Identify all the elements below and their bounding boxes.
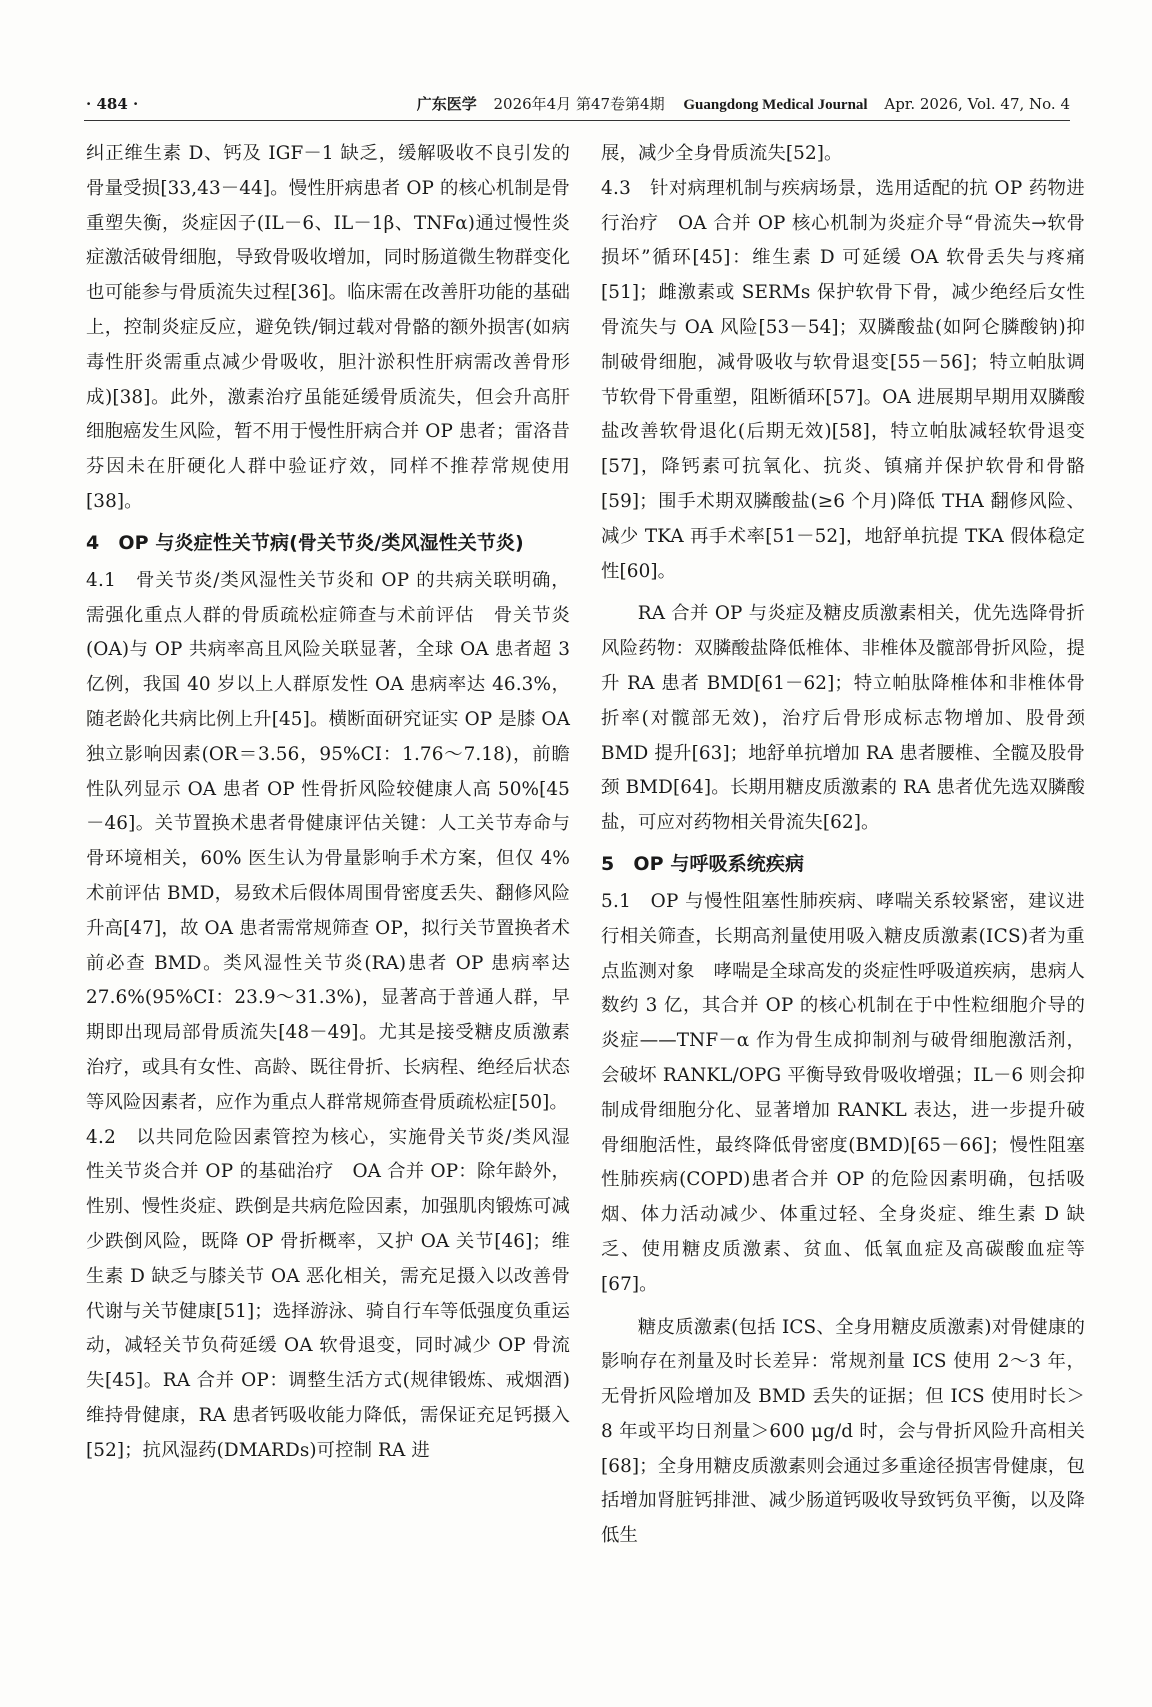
section-4-heading: 4 OP 与炎症性关节病(骨关节炎/类风湿性关节炎) [86,531,524,554]
section-5-heading: 5 OP 与呼吸系统疾病 [601,852,805,875]
section-4-2-heading: 4.2 以共同危险因素管控为核心，实施骨关节炎/类风湿性关节炎合并 OP 的基础治疗 [86,1126,570,1183]
section-5-1-body: 哮喘是全球高发的炎症性呼吸道疾病，患病人数约 3 亿，其合并 OP 的核心机制在于中性粒细胞介导的炎症——TNF－α 作为骨生成抑制剂与破骨细胞激活剂，会破坏 RANKL/OPG 平衡导致骨吸收增强；IL－6 则会抑制成骨细胞分化、显著增加 RANKL 表达，进一步提升破骨细胞活性，最终降低骨密度(BMD)[65－66]；慢性阻塞性肺疾病(COPD)患者合并 OP 的危险因素明确，包括吸烟、体力活动减少、体重过轻、全身炎症、维生素 D 缺乏、使用糖皮质激素、贫血、低氧血症及高碳酸血症等[67]。 [601,960,1085,1295]
section-4-2 [86,1121,570,1469]
section-4-3-heading: 4.3 针对病理机制与疾病场景，选用适配的抗 OP 药物进行治疗 [601,177,1085,234]
issue-info-en: Apr. 2026, Vol. 47, No. 4 [884,95,1070,113]
paragraph-liver-disease: 纠正维生素 D、钙及 IGF－1 缺乏，缓解吸收不良引发的骨量受损[33,43－44]。慢性肝病患者 OP 的核心机制是骨重塑失衡，炎症因子(IL－6、IL－1β、TNFα)通过慢性炎症激活破骨细胞，导致骨吸收增加，同时肠道微生物群变化也可能参与骨质流失过程[36]。临床需在改善肝功能的基础上，控制炎症反应，避免铁/铜过载对骨骼的额外损害(如病毒性肝炎需重点减少骨吸收，胆汁淤积性肝病需改善骨形成)[38]。此外，激素治疗虽能延缓骨质流失，但会升高肝细胞癌发生风险，暂不用于慢性肝病合并 OP 患者；雷洛昔芬因未在肝硬化人群中验证疗效，同样不推荐常规使用[38]。 [86,143,570,512]
paragraph-glucocorticoid: 糖皮质激素(包括 ICS、全身用糖皮质激素)对骨健康的影响存在剂量及时长差异：常规剂量 ICS 使用 2～3 年，无骨折风险增加及 BMD 丢失的证据；但 ICS 使用时长＞8 年或平均日剂量＞600 μg/d 时，会与骨折风险升高相关[68]；全身用糖皮质激素则会通过多重途径损害骨健康，包括增加肾脏钙排泄、减少肠道钙吸收导致钙负平衡，以及降低生 [601,1316,1085,1547]
section-4-2-body: OA 合并 OP：除年龄外，性别、慢性炎症、跌倒是共病危险因素，加强肌肉锻炼可减少跌倒风险，既降 OP 骨折概率，又护 OA 关节[46]；维生素 D 缺乏与膝关节 OA 恶化相关，需充足摄入以改善骨代谢与关节健康[51]；选择游泳、骑自行车等低强度负重运动，减轻关节负荷延缓 OA 软骨退变，同时减少 OP 骨流失[45]。RA 合并 OP：调整生活方式(规律锻炼、戒烟酒)维持骨健康，RA 患者钙吸收能力降低，需保证充足钙摄入[52]；抗风湿药(DMARDs)可控制 RA 进 [86,1161,570,1461]
paragraph-continuation: 展，减少全身骨质流失[52]。 [601,143,843,164]
running-header [84,90,1070,121]
issue-info-cn: 2026年4月 第47卷第4期 [493,95,665,113]
page-number: · 484 · [86,95,139,113]
section-4-1-body: 骨关节炎(OA)与 OP 共病率高且风险关联显著，全球 OA 患者超 3 亿例，我国 40 岁以上人群原发性 OA 患病率达 46.3%，随老龄化共病比例上升[45]。横断面研究证实 OP 是膝 OA 独立影响因素(OR＝3.56，95%CI：1.76～7.18)，前瞻性队列显示 OA 患者 OP 性骨折风险较健康人高 50%[45－46]。关节置换术患者骨健康评估关键：人工关节寿命与骨环境相关，60% 医生认为骨量影响手术方案，但仅 4% 术前评估 BMD，易致术后假体周围骨密度丢失、翻修风险升高[47]，故 OA 患者需常规筛查 OP，拟行关节置换者术前必查 BMD。类风湿性关节炎(RA)患者 OP 患病率达 27.6%(95%CI：23.9～31.3%)，显著高于普通人群，早期即出现局部骨质流失[48－49]。尤其是接受糖皮质激素治疗，或具有女性、高龄、既往骨折、长病程、绝经后状态等风险因素者，应作为重点人群常规筛查骨质疏松症[50]。 [86,604,570,1113]
journal-info [405,90,1070,119]
left-column [86,137,570,1468]
section-5-1-heading: 5.1 OP 与慢性阻塞性肺疾病、哮喘关系较紧密，建议进行相关筛查，长期高剂量使用吸入糖皮质激素(ICS)者为重点监测对象 [601,890,1085,982]
journal-name-en: Guangdong Medical Journal [683,97,868,113]
journal-name-cn: 广东医学 [416,95,477,113]
section-5-1 [601,885,1085,1303]
section-4-3 [601,172,1085,590]
right-column [601,137,1085,1554]
section-4-1-heading: 4.1 骨关节炎/类风湿性关节炎和 OP 的共病关联明确，需强化重点人群的骨质疏松症筛查与术前评估 [86,569,570,626]
section-4-1 [86,564,570,1121]
section-4-3-body: OA 合并 OP 核心机制为炎症介导“骨流失→软骨损坏”循环[45]：维生素 D 可延缓 OA 软骨丢失与疼痛[51]；雌激素或 SERMs 保护软骨下骨，减少绝经后女性骨流失与 OA 风险[53－54]；双膦酸盐(如阿仑膦酸钠)抑制破骨细胞，减骨吸收与软骨退变[55－56]；特立帕肽调节软骨下骨重塑，阻断循环[57]。OA 进展期早期用双膦酸盐改善软骨退化(后期无效)[58]，特立帕肽减轻软骨退变[57]，降钙素可抗氧化、抗炎、镇痛并保护软骨和骨骼[59]；围手术期双膦酸盐(≥6 个月)降低 THA 翻修风险、减少 TKA 再手术率[51－52]，地舒单抗提 TKA 假体稳定性[60]。 [601,212,1085,582]
paragraph-ra-treatment: RA 合并 OP 与炎症及糖皮质激素相关，优先选降骨折风险药物：双膦酸盐降低椎体、非椎体及髋部骨折风险，提升 RA 患者 BMD[61－62]；特立帕肽降椎体和非椎体骨折率(对髋部无效)，治疗后骨形成标志物增加、股骨颈 BMD 提升[63]；地舒单抗增加 RA 患者腰椎、全髋及股骨颈 BMD[64]。长期用糖皮质激素的 RA 患者优先选双膦酸盐，可应对药物相关骨流失[62]。 [601,603,1085,834]
